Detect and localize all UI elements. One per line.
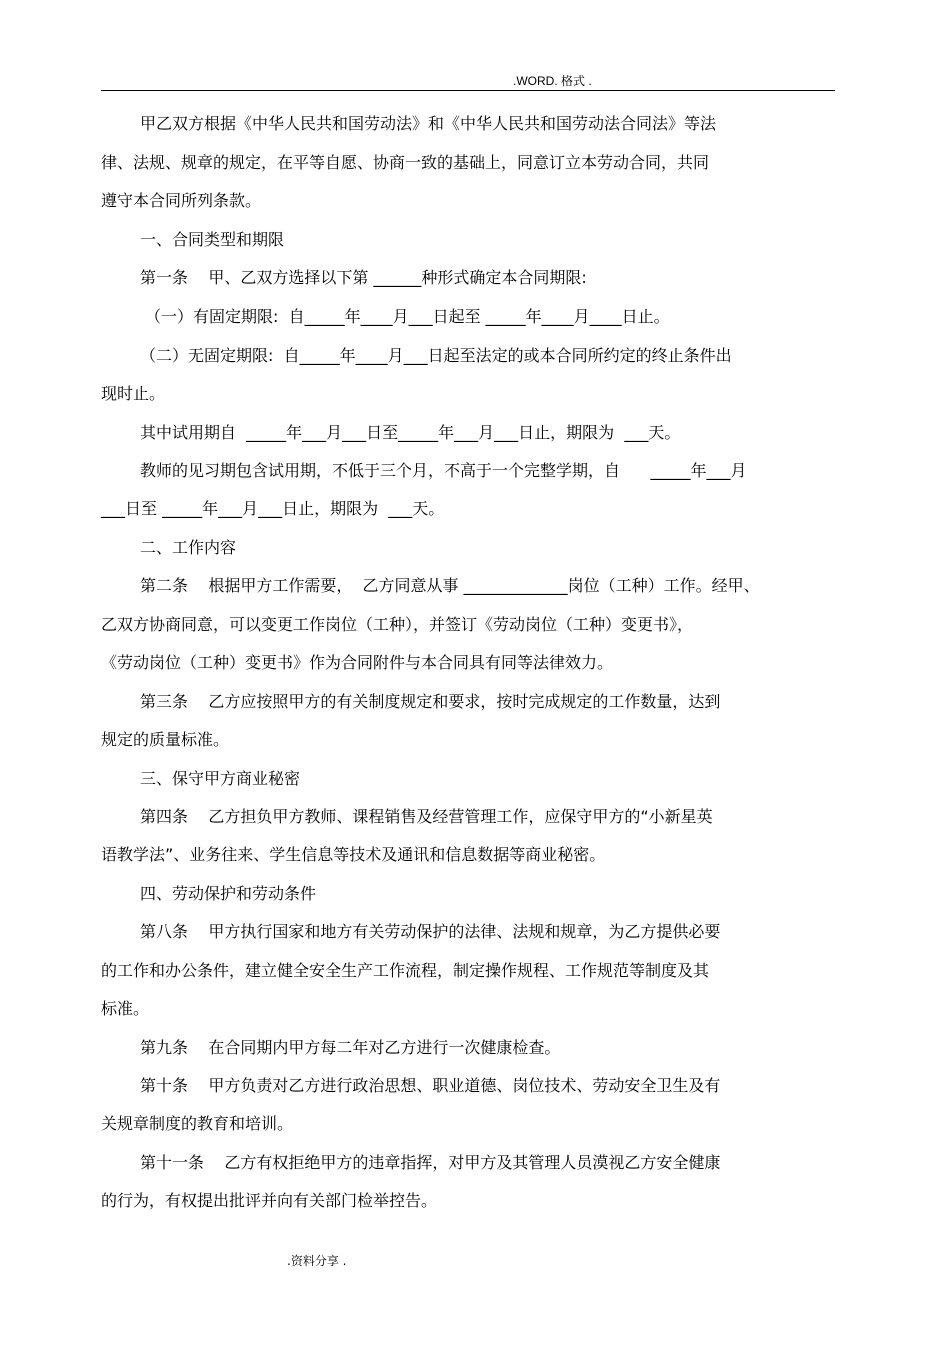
section-heading: 二、工作内容	[140, 538, 237, 557]
paragraph-line: 第三条 乙方应按照甲方的有关制度规定和要求，按时完成规定的工作数量，达到	[140, 692, 721, 711]
paragraph-line: （一）有固定期限: 自_____年____月___日起至 _____年____月____日止。	[145, 307, 670, 326]
page-header: .WORD. 格式 .	[513, 74, 592, 88]
paragraph-line: 语教学法”、业务往来、学生信息等技术及通讯和信息数据等商业秘密。	[101, 845, 606, 864]
paragraph-line: 标准。	[101, 999, 150, 1018]
paragraph-line: 现时止。	[101, 384, 166, 403]
paragraph-line: ___日至 _____年___月___日止，期限为 ___天。	[101, 499, 445, 518]
paragraph-line: 第一条 甲、乙双方选择以下第 ______种形式确定本合同期限:	[140, 268, 587, 287]
section-heading: 一、合同类型和期限	[140, 230, 285, 249]
page-footer: .资料分享 .	[287, 1254, 347, 1268]
paragraph-line: 的工作和办公条件，建立健全安全生产工作流程，制定操作规程、工作规范等制度及其	[101, 961, 710, 980]
paragraph-line: 第十一条 乙方有权拒绝甲方的违章指挥，对甲方及其管理人员漠视乙方安全健康	[140, 1153, 721, 1172]
paragraph-line: 第九条 在合同期内甲方每二年对乙方进行一次健康检查。	[140, 1038, 561, 1057]
paragraph-line: 《劳动岗位（工种）变更书》作为合同附件与本合同具有同等法律效力。	[101, 653, 614, 672]
paragraph-line: 教师的见习期包含试用期，不低于三个月，不高于一个完整学期，自 _____年___月	[140, 461, 747, 480]
paragraph-line: 甲乙双方根据《中华人民共和国劳动法》和《中华人民共和国劳动法合同法》等法	[140, 114, 717, 133]
paragraph-line: 乙双方协商同意，可以变更工作岗位（工种），并签订《劳动岗位（工种）变更书》，	[101, 615, 694, 634]
paragraph-line: 第四条 乙方担负甲方教师、课程销售及经营管理工作，应保守甲方的“小新星英	[140, 807, 713, 826]
header-divider	[101, 90, 835, 91]
paragraph-line: 第十条 甲方负责对乙方进行政治思想、职业道德、岗位技术、劳动安全卫生及有	[140, 1076, 721, 1095]
paragraph-line: 第二条 根据甲方工作需要， 乙方同意从事 _____________岗位（工种）工作。经甲、	[140, 576, 760, 595]
paragraph-line: 规定的质量标准。	[101, 730, 230, 749]
section-heading: 四、劳动保护和劳动条件	[140, 884, 317, 903]
paragraph-line: 遵守本合同所列条款。	[101, 191, 262, 210]
paragraph-line: 的行为，有权提出批评并向有关部门检举控告。	[101, 1191, 438, 1210]
section-heading: 三、保守甲方商业秘密	[140, 769, 301, 788]
paragraph-line: 第八条 甲方执行国家和地方有关劳动保护的法律、法规和规章，为乙方提供必要	[140, 922, 721, 941]
paragraph-line: 律、法规、规章的规定，在平等自愿、协商一致的基础上，同意订立本劳动合同，共同	[101, 153, 710, 172]
paragraph-line: 关规章制度的教育和培训。	[101, 1114, 294, 1133]
paragraph-line: （二）无固定期限: 自_____年____月___日起至法定的或本合同所约定的终止条件出	[140, 346, 732, 365]
paragraph-line: 其中试用期自 _____年___月___日至_____年___月___日止，期限为 ___天。	[140, 423, 681, 442]
